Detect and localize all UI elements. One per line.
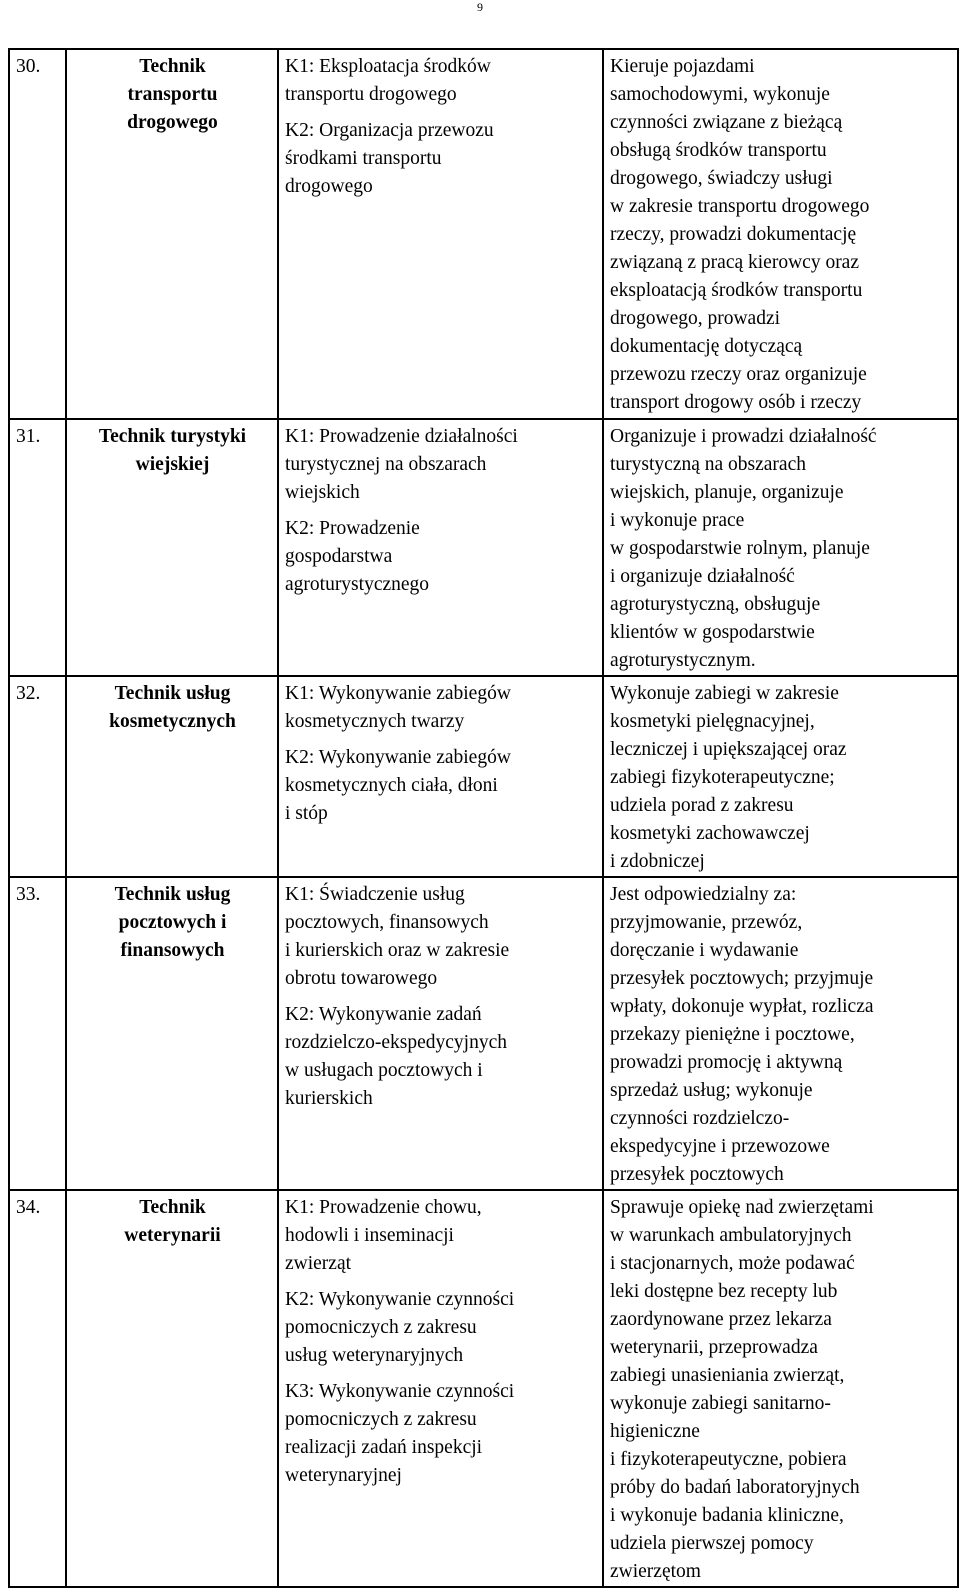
profession-name-line: drogowego: [127, 112, 218, 133]
description-line: weterynarii, przeprowadza: [610, 1337, 818, 1358]
qualification: [285, 117, 597, 201]
description-line: i wykonuje badania kliniczne,: [610, 1505, 844, 1526]
description-line: agroturystycznym.: [610, 650, 756, 671]
profession-name-line: transportu: [127, 84, 218, 105]
row-number: 32.: [9, 676, 66, 877]
description-line: udziela pierwszej pomocy: [610, 1533, 814, 1554]
table-row: [9, 877, 958, 1190]
description-line: doręczanie i wydawanie: [610, 940, 799, 961]
row-number: 30.: [9, 49, 66, 419]
qualification-line: K2: Wykonywanie czynności: [285, 1289, 515, 1310]
description-line: drogowego, świadczy usługi: [610, 168, 833, 189]
description-line: turystyczną na obszarach: [610, 454, 806, 475]
qualification-line: usług weterynaryjnych: [285, 1345, 464, 1366]
profession-name-line: finansowych: [120, 940, 225, 961]
table-row: [9, 49, 958, 419]
description-line: i organizuje działalność: [610, 566, 795, 587]
description-line: zaordynowane przez lekarza: [610, 1309, 832, 1330]
description-line: przesyłek pocztowych; przyjmuje: [610, 968, 874, 989]
qualification-line: pocztowych, finansowych: [285, 912, 489, 933]
description-line: samochodowymi, wykonuje: [610, 84, 830, 105]
qualification-line: i kurierskich oraz w zakresie: [285, 940, 510, 961]
description-line: czynności rozdzielczo-: [610, 1108, 790, 1129]
description-line: klientów w gospodarstwie: [610, 622, 815, 643]
table-row: [9, 676, 958, 877]
description-line: czynności związane z bieżącą: [610, 112, 843, 133]
description-cell: [603, 877, 958, 1190]
qualification-line: K2: Wykonywanie zabiegów: [285, 747, 511, 768]
qualification-line: środkami transportu: [285, 148, 442, 169]
qualification: [285, 1286, 597, 1370]
qualification-line: w usługach pocztowych i: [285, 1060, 483, 1081]
qualifications-table: [8, 48, 959, 1588]
qualification-line: i stóp: [285, 803, 328, 824]
profession-name: [66, 877, 278, 1190]
description-line: w zakresie transportu drogowego: [610, 196, 870, 217]
description-line: obsługą środków transportu: [610, 140, 827, 161]
qualification: [285, 881, 597, 993]
description-line: i fizykoterapeutyczne, pobiera: [610, 1449, 847, 1470]
description-line: ekspedycyjne i przewozowe: [610, 1136, 830, 1157]
description-line: i zdobniczej: [610, 851, 705, 872]
qualification-line: turystycznej na obszarach: [285, 454, 487, 475]
qualification-line: hodowli i inseminacji: [285, 1225, 454, 1246]
description-line: udziela porad z zakresu: [610, 795, 794, 816]
description-line: dokumentację dotyczącą: [610, 336, 803, 357]
qualification-line: zwierząt: [285, 1253, 352, 1274]
description-line: przyjmowanie, przewóz,: [610, 912, 803, 933]
row-number: 31.: [9, 419, 66, 676]
qualification-line: kurierskich: [285, 1088, 373, 1109]
description-line: Kieruje pojazdami: [610, 56, 755, 77]
row-number: 34.: [9, 1190, 66, 1587]
qualification: [285, 515, 597, 599]
qualification-line: wiejskich: [285, 482, 360, 503]
description-line: Wykonuje zabiegi w zakresie: [610, 683, 839, 704]
description-line: Organizuje i prowadzi działalność: [610, 426, 877, 447]
description-line: wpłaty, dokonuje wypłat, rozlicza: [610, 996, 874, 1017]
qualification-line: kosmetycznych ciała, dłoni: [285, 775, 498, 796]
description-line: transport drogowy osób i rzeczy: [610, 392, 862, 413]
qualification-line: realizacji zadań inspekcji: [285, 1437, 483, 1458]
qualification-line: pomocniczych z zakresu: [285, 1409, 477, 1430]
qualification: [285, 423, 597, 507]
qualification-line: K1: Prowadzenie działalności: [285, 426, 518, 447]
description-line: wiejskich, planuje, organizuje: [610, 482, 844, 503]
qualification-line: obrotu towarowego: [285, 968, 438, 989]
profession-name: [66, 1190, 278, 1587]
qualification-line: drogowego: [285, 176, 373, 197]
profession-name-line: Technik turystyki: [98, 426, 247, 447]
qualifications-cell: [278, 49, 603, 419]
description-line: przewozu rzeczy oraz organizuje: [610, 364, 867, 385]
profession-name-line: Technik usług: [114, 884, 231, 905]
profession-name-line: wiejskiej: [135, 454, 210, 475]
description-line: Sprawuje opiekę nad zwierzętami: [610, 1197, 874, 1218]
profession-name: [66, 419, 278, 676]
description-line: rzeczy, prowadzi dokumentację: [610, 224, 857, 245]
qualifications-cell: [278, 877, 603, 1190]
qualification: [285, 53, 597, 109]
description-line: kosmetyki zachowawczej: [610, 823, 810, 844]
description-line: kosmetyki pielęgnacyjnej,: [610, 711, 815, 732]
description-cell: [603, 419, 958, 676]
table-row: [9, 1190, 958, 1587]
qualification-line: K1: Wykonywanie zabiegów: [285, 683, 511, 704]
description-line: higieniczne: [610, 1421, 700, 1442]
profession-name-line: kosmetycznych: [109, 711, 236, 732]
description-line: zwierzętom: [610, 1561, 701, 1582]
description-line: wykonuje zabiegi sanitarno-: [610, 1393, 831, 1414]
description-line: prowadzi promocję i aktywną: [610, 1052, 843, 1073]
qualification-line: weterynaryjnej: [285, 1465, 402, 1486]
description-line: leczniczej i upiększającej oraz: [610, 739, 847, 760]
description-line: agroturystyczną, obsługuje: [610, 594, 821, 615]
qualification-line: K1: Eksploatacja środków: [285, 56, 491, 77]
description-cell: [603, 49, 958, 419]
qualification-line: agroturystycznego: [285, 574, 430, 595]
qualification-line: K1: Świadczenie usług: [285, 884, 465, 905]
qualifications-cell: [278, 676, 603, 877]
description-line: eksploatacją środków transportu: [610, 280, 863, 301]
qualification-line: gospodarstwa: [285, 546, 393, 567]
qualification-line: K3: Wykonywanie czynności: [285, 1381, 515, 1402]
table-row: [9, 419, 958, 676]
description-line: w warunkach ambulatoryjnych: [610, 1225, 852, 1246]
description-line: w gospodarstwie rolnym, planuje: [610, 538, 870, 559]
row-number: 33.: [9, 877, 66, 1190]
description-line: zabiegi unasieniania zwierząt,: [610, 1365, 845, 1386]
description-line: Jest odpowiedzialny za:: [610, 884, 797, 905]
qualifications-cell: [278, 419, 603, 676]
qualification: [285, 744, 597, 828]
profession-name-line: Technik usług: [114, 683, 231, 704]
profession-name-line: pocztowych i: [118, 912, 227, 933]
qualification-line: K1: Prowadzenie chowu,: [285, 1197, 482, 1218]
description-cell: [603, 1190, 958, 1587]
description-line: leki dostępne bez recepty lub: [610, 1281, 838, 1302]
description-line: zabiegi fizykoterapeutyczne;: [610, 767, 835, 788]
profession-name-line: weterynarii: [124, 1225, 221, 1246]
qualification-line: transportu drogowego: [285, 84, 457, 105]
description-line: sprzedaż usług; wykonuje: [610, 1080, 813, 1101]
profession-name-line: Technik: [139, 1197, 206, 1218]
qualifications-cell: [278, 1190, 603, 1587]
description-line: przesyłek pocztowych: [610, 1164, 784, 1185]
qualification-line: kosmetycznych twarzy: [285, 711, 465, 732]
qualification: [285, 1378, 597, 1490]
qualification-line: K2: Organizacja przewozu: [285, 120, 494, 141]
description-line: i wykonuje prace: [610, 510, 745, 531]
profession-name: [66, 676, 278, 877]
description-cell: [603, 676, 958, 877]
qualification-line: K2: Wykonywanie zadań: [285, 1004, 482, 1025]
qualification: [285, 680, 597, 736]
page-number: 9: [477, 0, 483, 14]
description-line: drogowego, prowadzi: [610, 308, 781, 329]
description-line: przekazy pieniężne i pocztowe,: [610, 1024, 855, 1045]
qualification-line: K2: Prowadzenie: [285, 518, 420, 539]
qualification: [285, 1001, 597, 1113]
qualification-line: pomocniczych z zakresu: [285, 1317, 477, 1338]
description-line: i stacjonarnych, może podawać: [610, 1253, 855, 1274]
description-line: związaną z pracą kierowcy oraz: [610, 252, 859, 273]
qualification-line: rozdzielczo-ekspedycyjnych: [285, 1032, 507, 1053]
qualification: [285, 1194, 597, 1278]
profession-name-line: Technik: [139, 56, 206, 77]
profession-name: [66, 49, 278, 419]
description-line: próby do badań laboratoryjnych: [610, 1477, 860, 1498]
